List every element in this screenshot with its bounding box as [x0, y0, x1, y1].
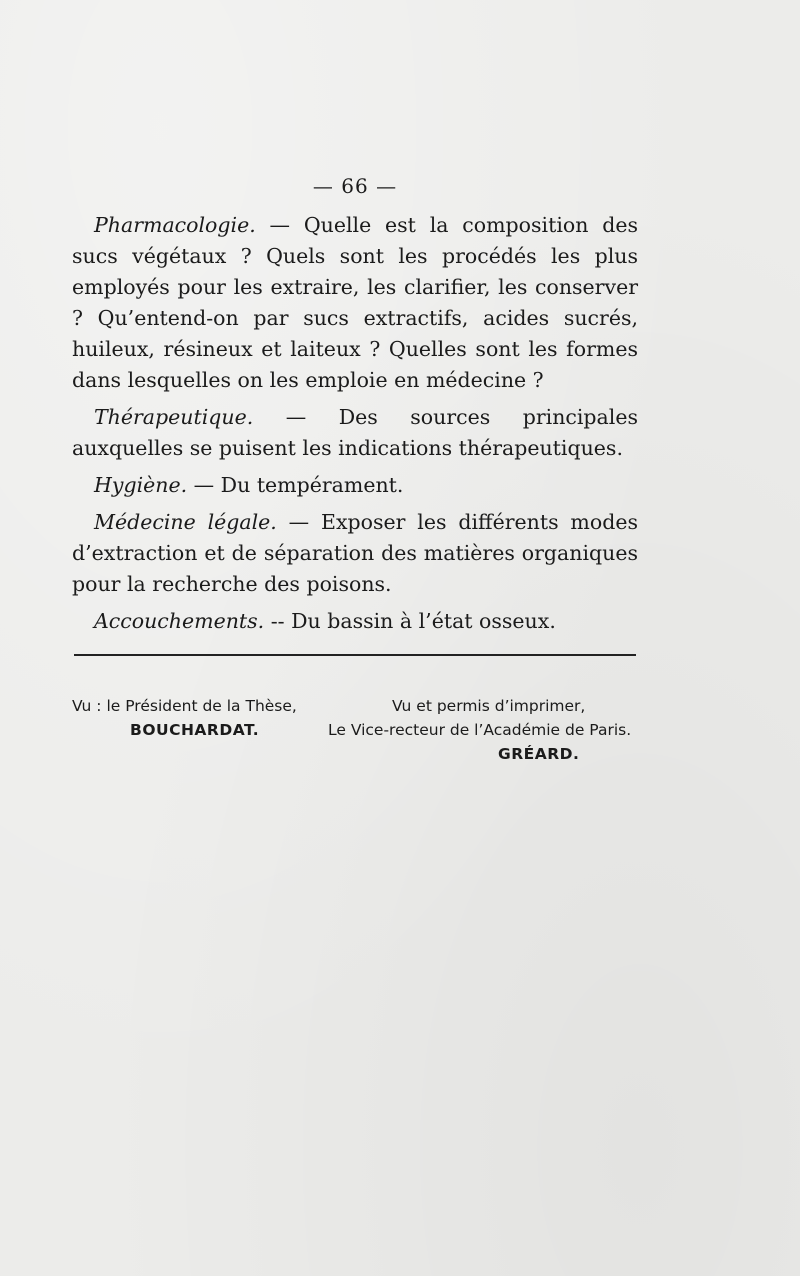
section-heading: Pharmacologie. — [94, 213, 256, 237]
signature-name: BOUCHARDAT. — [130, 721, 260, 739]
paragraph-medecine-legale — [72, 507, 638, 600]
paragraph-hygiene — [72, 470, 638, 501]
paragraph-therapeutique — [72, 402, 638, 464]
section-text: — Du tempérament. — [187, 473, 404, 497]
section-text: — Des sources principales auxquelles se puisent les indications thérapeutiques. — [72, 405, 638, 460]
signature-caption: Vu et permis d’imprimer, — [392, 697, 586, 715]
paragraph-accouchements — [72, 606, 638, 637]
signature-title: Le Vice-recteur de l’Académie de Paris. — [328, 721, 632, 739]
horizontal-rule — [74, 654, 636, 656]
section-heading: Thérapeutique. — [94, 405, 254, 429]
section-text: -- Du bassin à l’état osseux. — [264, 609, 556, 633]
signature-block-vice-recteur — [320, 694, 650, 766]
section-text: — Exposer les différents modes d’extraction et de séparation des matières organiques pour la recherche des poisons. — [72, 510, 638, 596]
section-heading: Hygiène. — [94, 473, 188, 497]
page-number: — 66 — — [312, 174, 398, 198]
section-heading: Médecine légale. — [94, 510, 277, 534]
signature-name: GRÉARD. — [498, 745, 580, 763]
paragraph-pharmacologie — [72, 210, 638, 396]
signature-caption: Vu : le Président de la Thèse, — [72, 697, 297, 715]
body-text — [72, 210, 638, 643]
section-text: — Quelle est la composition des sucs végétaux ? Quels sont les procédés les plus employés pour les extraire, les clarifier, les conserver ? Qu’entend-on par sucs extractifs, acides sucrés, huileux, résineux et laiteux ? Quelles sont les formes dans lesquelles on les emploie en médecine ? — [72, 213, 638, 392]
section-heading: Accouchements. — [94, 609, 265, 633]
signature-block-president — [72, 694, 362, 742]
